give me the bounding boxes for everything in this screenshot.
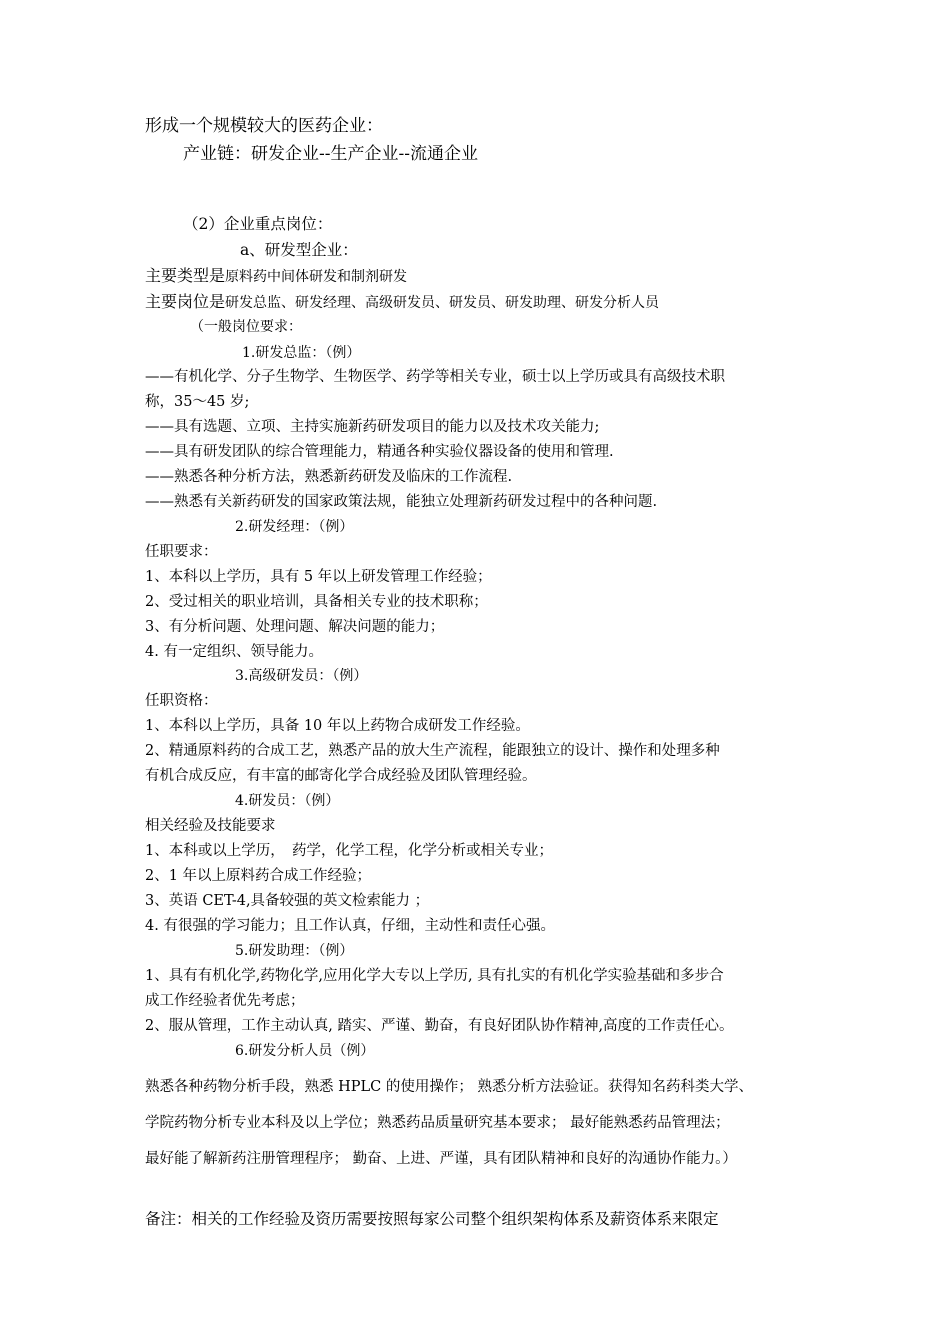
requirement-line: 1、本科以上学历，具有 5 年以上研发管理工作经验； xyxy=(145,569,492,585)
main-positions-line xyxy=(145,294,659,310)
requirement-line: 1、本科或以上学历， 药学，化学工程，化学分析或相关专业； xyxy=(145,843,553,859)
main-positions-value: 研发总监、研发经理、高级研发员、研发员、研发助理、研发分析人员 xyxy=(225,295,660,311)
main-types-value: 原料药中间体研发和制剂研发 xyxy=(225,269,408,285)
requirement-line: 成工作经验者优先考虑； xyxy=(145,993,305,1009)
requirement-heading: 任职资格： xyxy=(145,693,218,709)
main-types-line xyxy=(145,268,407,284)
intro-line: 形成一个规模较大的医药企业： xyxy=(145,116,383,136)
requirement-line: ——熟悉有关新药研发的国家政策法规，能独立处理新药研发过程中的各种问题. xyxy=(145,494,658,510)
requirement-line: ——有机化学、分子生物学、生物医学、药学等相关专业，硕士以上学历或具有高级技术职 xyxy=(145,369,725,385)
role-heading: 5.研发助理：（例） xyxy=(235,943,354,959)
role-heading: 4.研发员：（例） xyxy=(235,793,340,809)
requirement-line: 2、精通原料药的合成工艺，熟悉产品的放大生产流程，能跟独立的设计、操作和处理多种 xyxy=(145,743,720,759)
requirement-line: 2、服从管理，工作主动认真, 踏实、严谨、勤奋，有良好团队协作精神,高度的工作责任心。 xyxy=(145,1018,734,1034)
requirement-heading: 任职要求： xyxy=(145,544,218,560)
requirement-line: 1、具有有机化学,药物化学,应用化学大专以上学历, 具有扎实的有机化学实验基础和多步合 xyxy=(145,968,724,984)
subsection-heading: a、研发型企业： xyxy=(240,241,358,259)
main-types-label: 主要类型是 xyxy=(145,266,226,285)
requirement-line: 称，35～45 岁; xyxy=(145,394,250,410)
requirement-line: 3、有分析问题、处理问题、解决问题的能力； xyxy=(145,619,445,635)
industry-chain: 产业链：研发企业--生产企业--流通企业 xyxy=(183,144,478,164)
requirement-line: 2、受过相关的职业培训，具备相关专业的技术职称； xyxy=(145,594,488,610)
general-requirements-heading: （一般岗位要求： xyxy=(190,319,302,335)
requirement-line: ——熟悉各种分析方法，熟悉新药研发及临床的工作流程. xyxy=(145,469,513,485)
requirement-line: ——具有选题、立项、主持实施新药研发项目的能力以及技术攻关能力; xyxy=(145,419,600,435)
requirement-line: 1、本科以上学历，具备 10 年以上药物合成研发工作经验。 xyxy=(145,718,530,734)
requirement-line: 4. 有一定组织、领导能力。 xyxy=(145,644,323,660)
requirement-line: 2、1 年以上原料药合成工作经验； xyxy=(145,868,372,884)
section-heading: （2）企业重点岗位： xyxy=(183,215,333,233)
main-positions-label: 主要岗位是 xyxy=(145,292,226,311)
remark-note: 备注：相关的工作经验及资历需要按照每家公司整个组织架构体系及薪资体系来限定 xyxy=(145,1210,719,1228)
role-heading: 3.高级研发员：（例） xyxy=(235,668,368,684)
requirement-line: 熟悉各种药物分析手段，熟悉 HPLC 的使用操作； 熟悉分析方法验证。获得知名药科类大学、 xyxy=(145,1079,753,1095)
requirement-line: 3、英语 CET-4,具备较强的英文检索能力 ； xyxy=(145,893,430,909)
requirement-line: 学院药物分析专业本科及以上学位；熟悉药品质量研究基本要求； 最好能熟悉药品管理法； xyxy=(145,1115,730,1131)
requirement-line: 4. 有很强的学习能力；且工作认真，仔细，主动性和责任心强。 xyxy=(145,918,555,934)
requirement-line: 最好能了解新药注册管理程序； 勤奋、上进、严谨，具有团队精神和良好的沟通协作能力。） xyxy=(145,1151,737,1167)
role-heading: 6.研发分析人员（例） xyxy=(235,1043,375,1059)
requirement-heading: 相关经验及技能要求 xyxy=(145,818,276,834)
requirement-line: 有机合成反应，有丰富的邮寄化学合成经验及团队管理经验。 xyxy=(145,768,537,784)
role-heading: 1.研发总监：（例） xyxy=(242,345,361,361)
requirement-line: ——具有研发团队的综合管理能力，精通各种实验仪器设备的使用和管理. xyxy=(145,444,614,460)
role-heading: 2.研发经理：（例） xyxy=(235,519,354,535)
